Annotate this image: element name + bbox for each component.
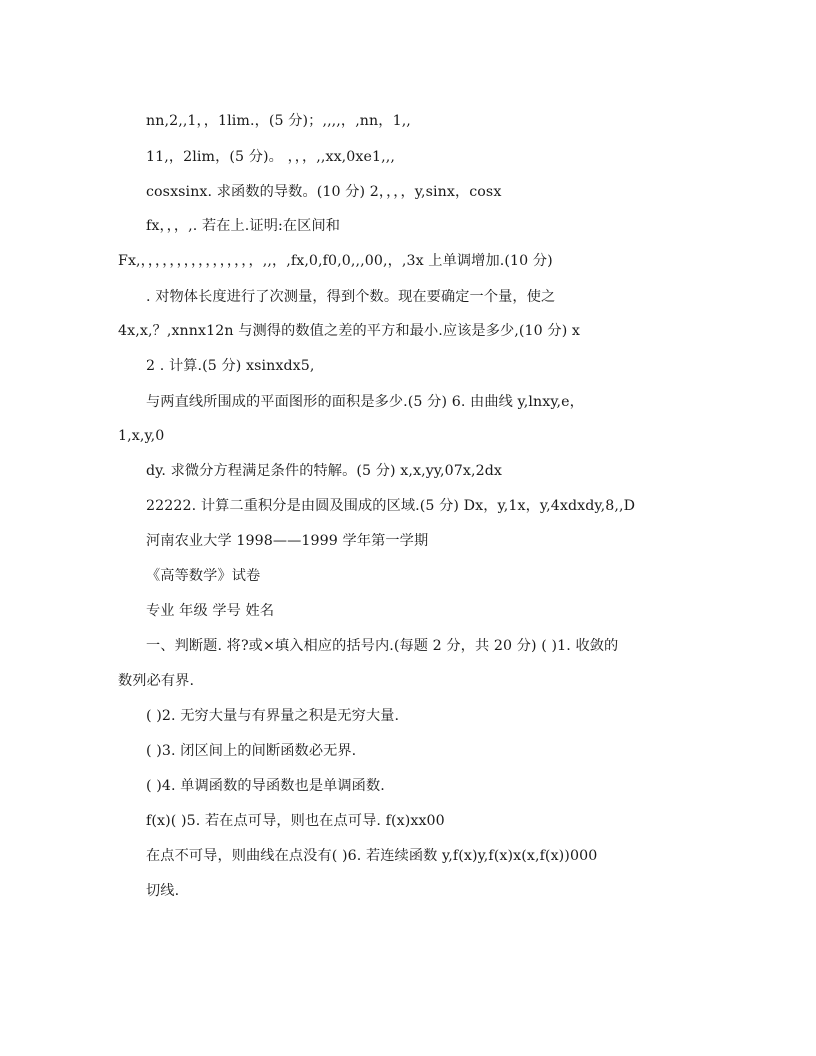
text-line: nn,2,,1，，1lim.，(5 分)；,,,,，,nn，1,,: [146, 113, 411, 129]
text-line: 1,x,y,0: [118, 428, 165, 444]
text-line: ( )2. 无穷大量与有界量之积是无穷大量.: [146, 708, 400, 724]
text-line: 切线.: [146, 883, 180, 899]
text-line: 与两直线所围成的平面图形的面积是多少.(5 分) 6. 由曲线 y,lnxy,e，: [146, 394, 584, 410]
text-line: cosxsinx. 求函数的导数。(10 分) 2，，，，y,sinx，cosx: [146, 184, 502, 200]
text-line: 专业 年级 学号 姓名: [146, 603, 275, 619]
text-line: . 对物体长度进行了次测量，得到个数。现在要确定一个量，使之: [146, 289, 556, 305]
text-line: 河南农业大学 1998——1999 学年第一学期: [146, 533, 429, 549]
text-line: ( )3. 闭区间上的间断函数必无界.: [146, 743, 357, 759]
text-line: 《高等数学》试卷: [146, 568, 261, 584]
text-line: 2 . 计算.(5 分) xsinxdx5,: [146, 358, 315, 374]
text-line: Fx,，，，，，，，，，，，，，，，，,,，,fx,0,f0,0,,,00,，,3x 上单调增加.(10 分): [118, 253, 553, 269]
text-line: f(x)( )5. 若在点可导，则也在点可导. f(x)xx00: [146, 813, 445, 829]
text-line: 在点不可导，则曲线在点没有( )6. 若连续函数 y,f(x)y,f(x)x(x,f(x))000: [146, 848, 598, 864]
text-line: dy. 求微分方程满足条件的特解。(5 分) x,x,yy,07x,2dx: [146, 463, 503, 479]
text-line: 11,，2lim，(5 分)。 ，，，,,xx,0xe1,,,: [146, 149, 395, 165]
text-line: 一、判断题. 将?或×填入相应的括号内.(每题 2 分，共 20 分) ( )1. 收敛的: [146, 638, 619, 654]
text-line: fx，，，,. 若在上.证明:在区间和: [146, 218, 341, 234]
text-line: ( )4. 单调函数的导函数也是单调函数.: [146, 778, 385, 794]
text-line: 数列必有界.: [118, 673, 195, 689]
text-line: 22222. 计算二重积分是由圆及围成的区域.(5 分) Dx，y,1x，y,4xdxdy,8,,D: [146, 498, 636, 514]
text-line: 4x,x,？,xnnx12n 与测得的数值之差的平方和最小.应该是多少,(10 分) x: [118, 323, 581, 339]
